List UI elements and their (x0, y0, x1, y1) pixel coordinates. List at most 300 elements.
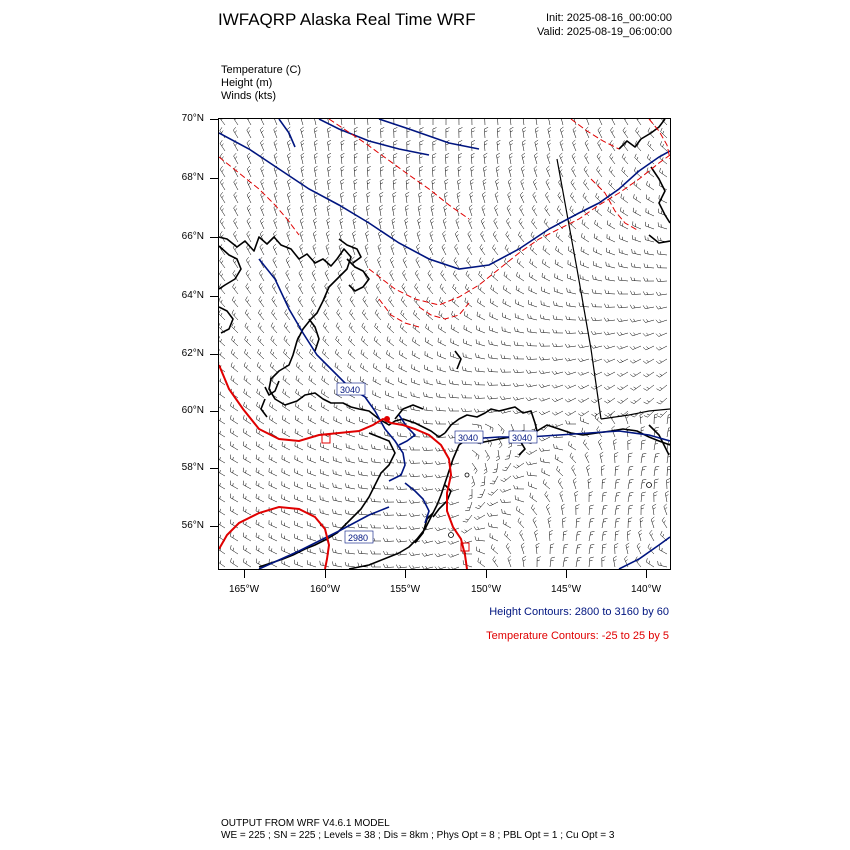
lat-tick (210, 354, 218, 355)
wind-barb (591, 398, 602, 403)
wind-barb (261, 166, 264, 177)
wind-barb (445, 179, 449, 190)
wind-barb (359, 417, 368, 424)
wind-barb (667, 414, 670, 424)
wind-barb (536, 543, 540, 554)
wind-barb (471, 166, 475, 177)
wind-barb (548, 127, 551, 138)
wind-barb (539, 411, 550, 415)
wind-barb (664, 504, 667, 515)
wind-barb (479, 271, 485, 281)
wind-barb (432, 179, 436, 190)
wind-barb (230, 481, 238, 489)
wind-barb (418, 205, 421, 216)
wind-barb (630, 319, 641, 322)
wind-barb (314, 166, 317, 177)
wind-barb (478, 558, 485, 567)
wind-barb (539, 448, 550, 452)
wind-barb (510, 127, 514, 138)
wind-barb (427, 284, 433, 294)
wind-barb (286, 244, 290, 255)
wind-barb (585, 153, 590, 164)
lat-label: 56°N (181, 520, 204, 531)
wind-barb (650, 530, 655, 541)
wind-barb (654, 492, 658, 503)
wind-barb (563, 531, 567, 541)
wind-barb (470, 192, 473, 203)
wind-barb (566, 316, 576, 320)
wind-barb (487, 382, 498, 386)
field-winds-label: Winds (kts) (221, 90, 276, 102)
wind-barb (243, 428, 251, 437)
wind-barb (533, 192, 537, 203)
wind-barb (286, 270, 290, 281)
wind-barb (308, 416, 316, 424)
wind-barb (418, 218, 421, 229)
wind-barb (641, 440, 646, 450)
wind-barb (558, 192, 563, 203)
wind-barb (246, 257, 251, 268)
wind-barb (386, 364, 394, 372)
wind-barb (333, 443, 342, 450)
valid-time: Valid: 2025-08-19_06:00:00 (537, 26, 672, 38)
wind-barb (472, 463, 477, 474)
wind-barb (553, 315, 563, 320)
wind-barb (243, 507, 251, 515)
wind-barb (269, 481, 277, 489)
wind-barb (539, 398, 550, 401)
wind-barb (527, 342, 537, 346)
wind-barb (494, 205, 498, 216)
wind-barb (497, 119, 501, 125)
wind-barb (465, 298, 472, 307)
wind-barb (422, 487, 433, 490)
wind-barb (588, 478, 592, 489)
wind-barb (500, 382, 511, 386)
wind-barb (560, 153, 564, 164)
wind-barb (643, 346, 654, 350)
wind-barb (282, 429, 290, 437)
wind-barb (234, 218, 239, 229)
wind-barb (503, 313, 512, 320)
wind-barb (630, 305, 641, 309)
wind-barb (308, 456, 316, 463)
wind-barb (420, 141, 424, 152)
wind-barb (471, 140, 475, 151)
wind-barb (260, 140, 264, 151)
wind-barb (619, 249, 628, 256)
wind-barb (269, 455, 277, 463)
wind-barb (387, 337, 394, 346)
wind-barb (405, 218, 408, 229)
wind-barb (521, 179, 524, 190)
wind-barb (513, 397, 524, 400)
wind-barb (549, 530, 553, 541)
lon-tick (486, 570, 487, 578)
wind-barb (646, 208, 654, 216)
wind-barb (560, 127, 563, 138)
wind-barb (297, 349, 304, 359)
wind-barb (475, 502, 485, 509)
wind-barb (269, 415, 277, 424)
wind-barb (583, 193, 589, 203)
wind-barb (321, 416, 329, 424)
wind-barb (270, 402, 278, 411)
wind-barb (602, 492, 607, 502)
wind-barb (367, 192, 371, 203)
wind-barb (570, 453, 576, 463)
wind-barb (301, 166, 304, 177)
wind-barb (477, 547, 485, 554)
wind-barb (282, 495, 290, 503)
wind-barb (256, 481, 264, 489)
wind-barb (475, 381, 485, 385)
wind-barb (435, 541, 446, 544)
wind-barb (341, 153, 345, 164)
wind-barb (471, 153, 475, 164)
wind-barb (219, 519, 225, 528)
wind-barb (622, 167, 628, 177)
wind-barb (327, 179, 330, 190)
wind-barb (579, 317, 590, 321)
wind-barb (656, 333, 667, 337)
wind-barb (459, 128, 463, 139)
wind-barb (376, 296, 381, 307)
wind-barb (502, 509, 511, 515)
wind-barb (322, 376, 329, 385)
wind-barb (419, 192, 422, 203)
wind-barb (234, 153, 238, 164)
wind-barb (516, 286, 524, 294)
wind-barb (560, 140, 563, 151)
wind-barb (358, 550, 368, 554)
wind-barb (610, 153, 615, 164)
wind-barb (547, 140, 550, 151)
wind-barb (635, 154, 641, 164)
wind-barb (528, 300, 537, 307)
wind-barb (667, 427, 670, 437)
wind-barb (219, 455, 225, 464)
wind-barb (554, 287, 563, 294)
wind-barb (584, 180, 590, 191)
wind-barb (256, 442, 264, 450)
wind-barb (501, 369, 512, 373)
wind-barb (358, 524, 368, 529)
wind-barb (540, 329, 550, 333)
wind-barb (566, 302, 576, 307)
wind-barb (365, 257, 369, 268)
wind-barb (269, 520, 277, 528)
wind-barb (361, 336, 368, 346)
wind-barb (604, 372, 615, 376)
wind-barb (220, 257, 225, 268)
wind-barb (546, 179, 550, 190)
wind-barb (396, 539, 407, 543)
wind-barb (219, 310, 225, 320)
wind-barb (438, 324, 446, 333)
wind-barb (384, 485, 394, 489)
wind-barb (607, 221, 615, 230)
wind-barb (654, 479, 659, 489)
wind-barb (220, 192, 225, 203)
wind-barb (519, 218, 524, 229)
wind-barb (247, 127, 251, 138)
wind-barb (423, 406, 433, 411)
lat-tick (210, 526, 218, 527)
wind-barb (397, 432, 407, 437)
wind-barb (341, 119, 345, 125)
wind-barb (335, 349, 342, 359)
wind-barb (440, 284, 446, 294)
wind-barb (354, 166, 358, 177)
wind-barb (481, 231, 486, 242)
wind-barb (540, 343, 551, 347)
wind-barb (628, 505, 633, 515)
wind-barb (615, 479, 620, 489)
height-contour-label: 3040 (458, 433, 479, 443)
wind-barb (658, 561, 667, 567)
wind-barb (307, 560, 316, 567)
wind-barb (246, 297, 252, 308)
wind-barb (618, 276, 628, 281)
lon-label: 145°W (550, 584, 582, 595)
wind-barb (269, 494, 277, 502)
wind-barb (282, 521, 290, 529)
wind-barb (628, 453, 633, 463)
wind-barb (522, 140, 525, 151)
wind-barb (589, 531, 595, 541)
wind-barb (514, 355, 524, 359)
wind-barb (528, 314, 537, 320)
wind-barb (243, 468, 251, 476)
wind-barb (435, 554, 446, 557)
height-contours (219, 119, 670, 569)
wind-barb (345, 562, 355, 567)
wind-barb (631, 263, 641, 268)
wind-barb (336, 323, 342, 333)
wind-barb (665, 491, 668, 502)
wind-barb (488, 523, 498, 528)
wind-barb (604, 398, 615, 403)
wind-barb (314, 119, 317, 125)
wind-barb (639, 530, 642, 541)
wind-barb (415, 270, 420, 281)
wind-barb (662, 517, 667, 528)
wind-barb (258, 323, 264, 333)
wind-barb (604, 332, 615, 335)
wind-barb (497, 140, 501, 151)
wind-barb (409, 513, 420, 516)
wind-barb (527, 328, 537, 333)
wind-barb (410, 446, 420, 450)
wind-barb (657, 250, 667, 255)
wind-barb (409, 565, 420, 568)
wind-barb (247, 205, 251, 216)
wind-barb (494, 218, 498, 229)
wind-barb (371, 458, 381, 463)
wind-barb (589, 505, 594, 515)
wind-barb (348, 349, 355, 359)
wind-barb (295, 469, 303, 477)
wind-barb (597, 153, 602, 164)
wind-barb (425, 351, 433, 359)
wind-barb (432, 166, 436, 177)
wind-barb (636, 119, 641, 125)
wind-barb (373, 390, 381, 398)
wind-barb (400, 323, 407, 333)
wind-barb (337, 296, 342, 307)
wind-barb (641, 466, 647, 476)
wind-barb (483, 179, 486, 190)
wind-barb (567, 274, 576, 281)
wind-barb (424, 379, 433, 385)
wind-barb (327, 205, 330, 216)
wind-barb (502, 327, 511, 333)
wind-barb (321, 443, 329, 450)
wind-barb (565, 372, 576, 375)
wind-barb (412, 351, 420, 359)
wind-barb (321, 389, 329, 398)
wind-barb (503, 299, 511, 307)
wind-barb (435, 514, 446, 517)
wind-barb (219, 349, 225, 359)
wind-barb (521, 543, 524, 554)
wind-barb (353, 231, 356, 242)
wind-barb (475, 536, 485, 541)
height-contour-label: 3040 (512, 433, 533, 443)
wind-barb (308, 469, 317, 476)
wind-barb (220, 166, 225, 177)
wind-barb (247, 166, 251, 177)
wind-barb (420, 119, 424, 125)
wind-barb (462, 367, 472, 373)
wind-barb (589, 518, 594, 528)
wind-barb (594, 234, 602, 242)
wind-barb (523, 127, 526, 138)
wind-barb (641, 479, 646, 489)
wind-barb (347, 417, 355, 424)
wind-barb (392, 218, 395, 229)
wind-barb (273, 257, 277, 268)
wind-barb (397, 459, 407, 463)
wind-barb (433, 119, 437, 125)
wind-barb (313, 244, 316, 255)
wind-barb (517, 272, 525, 281)
wind-barb (602, 518, 608, 528)
wind-barb (386, 391, 394, 398)
lon-tick (566, 570, 567, 578)
wind-barb (533, 517, 537, 528)
wind-barb (245, 336, 251, 346)
wind-barb (309, 362, 316, 372)
wind-barb (630, 291, 641, 295)
wind-barb (449, 380, 459, 385)
wind-barb (341, 140, 345, 151)
wind-barb (233, 231, 238, 242)
wind-barb (571, 179, 576, 190)
wind-barb (341, 166, 345, 177)
wind-barb (463, 515, 472, 522)
wind-barb (568, 441, 576, 450)
wind-barb (320, 496, 329, 502)
wind-barb (379, 205, 382, 216)
lat-tick (210, 296, 218, 297)
wind-barb (545, 205, 550, 216)
wind-barb (412, 364, 420, 372)
wind-barb (526, 398, 537, 401)
wind-barb (565, 344, 576, 347)
wind-barb (295, 429, 303, 437)
wind-barb (604, 304, 615, 308)
wind-barb (435, 528, 446, 531)
wind-barb (406, 192, 410, 203)
wind-barb (345, 510, 355, 515)
wind-barb (220, 179, 225, 190)
wind-barb (246, 270, 251, 281)
wind-barb (598, 119, 602, 125)
wind-barb (617, 359, 628, 363)
wind-barb (553, 329, 563, 333)
wind-barb (308, 402, 316, 411)
lat-label: 58°N (181, 462, 204, 473)
wind-barb (656, 372, 667, 377)
wind-barb (385, 404, 394, 411)
wind-barb (503, 520, 511, 528)
wind-barb (284, 323, 290, 333)
wind-barb (332, 548, 342, 554)
wind-barb (466, 271, 472, 281)
wind-barb (247, 153, 251, 164)
wind-barb (454, 257, 459, 268)
wind-barb (392, 205, 395, 216)
wind-barb (453, 271, 459, 281)
wind-barb (506, 218, 511, 229)
wind-barb (474, 409, 485, 413)
wind-barb (380, 166, 384, 177)
wind-barb (464, 311, 472, 320)
wind-barb (518, 232, 524, 242)
wind-barb (641, 505, 645, 515)
wind-barb (220, 205, 225, 216)
wind-barb (632, 249, 641, 255)
wind-barb (591, 372, 602, 376)
wind-barb (526, 370, 537, 374)
lon-label: 150°W (470, 584, 502, 595)
wind-barb (610, 127, 615, 138)
wind-barb (365, 244, 368, 255)
wind-barb (455, 231, 459, 242)
wind-barb (463, 353, 472, 359)
lat-label: 64°N (181, 290, 204, 301)
wind-barb (523, 556, 527, 567)
wind-barb (338, 283, 343, 294)
wind-barb (300, 244, 303, 255)
wind-barb (615, 518, 620, 528)
wind-barb (371, 498, 381, 502)
wind-barb (641, 453, 646, 463)
wind-barb (398, 391, 407, 398)
wind-barb (516, 300, 524, 308)
wind-barb (613, 556, 616, 567)
wind-barb (415, 283, 421, 294)
wind-barb (484, 463, 487, 474)
wind-barb (334, 416, 342, 424)
wind-barb (231, 349, 238, 359)
wind-barb (219, 389, 225, 398)
wind-barb (539, 357, 550, 361)
wind-barb (438, 352, 446, 359)
wind-barb (618, 290, 629, 294)
